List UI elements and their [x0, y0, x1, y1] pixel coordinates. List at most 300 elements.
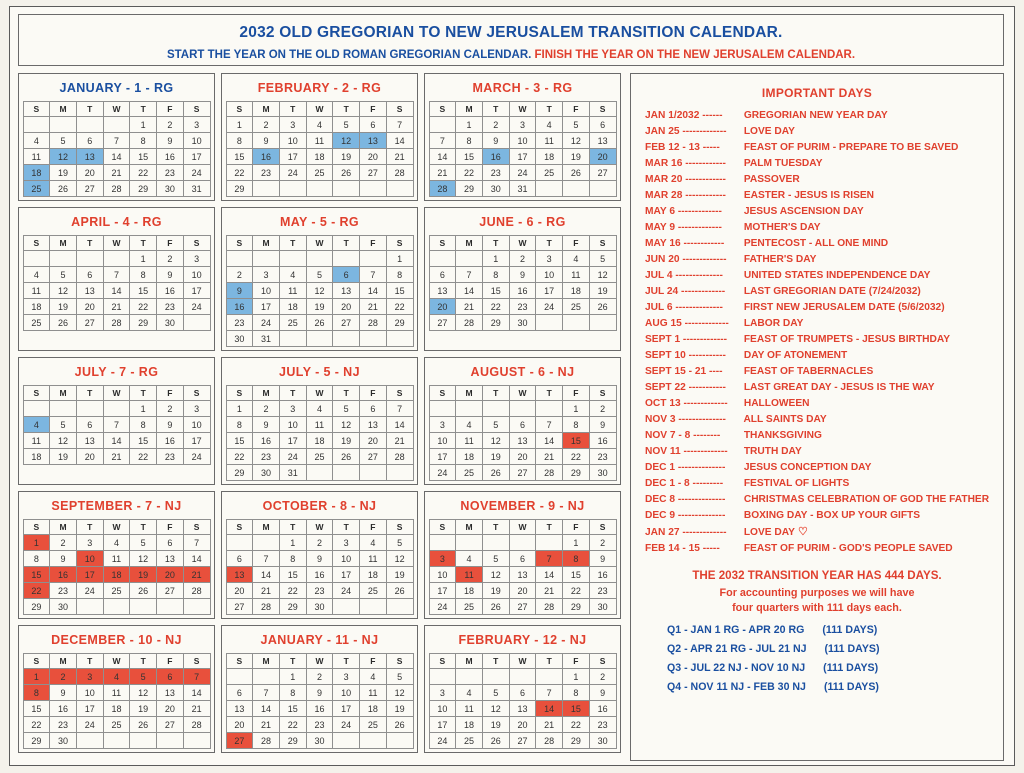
day-cell[interactable]: 29 [23, 733, 50, 749]
day-cell[interactable]: 4 [23, 133, 50, 149]
day-cell[interactable]: 9 [157, 267, 184, 283]
day-cell[interactable]: 27 [509, 599, 536, 615]
day-cell[interactable]: 16 [226, 299, 253, 315]
day-cell[interactable]: 20 [157, 701, 184, 717]
day-cell[interactable]: 10 [183, 417, 210, 433]
day-cell[interactable]: 22 [279, 583, 306, 599]
day-cell[interactable]: 9 [253, 417, 280, 433]
day-cell[interactable]: 10 [429, 567, 456, 583]
day-cell[interactable]: 19 [386, 567, 413, 583]
day-cell[interactable]: 16 [589, 433, 616, 449]
day-cell[interactable]: 9 [157, 133, 184, 149]
day-cell[interactable]: 23 [50, 717, 77, 733]
day-cell[interactable]: 2 [589, 535, 616, 551]
day-cell[interactable]: 9 [482, 133, 509, 149]
day-cell[interactable]: 8 [130, 417, 157, 433]
day-cell[interactable]: 14 [103, 433, 130, 449]
day-cell[interactable]: 3 [279, 401, 306, 417]
day-cell[interactable]: 30 [157, 315, 184, 331]
day-cell[interactable]: 6 [76, 417, 103, 433]
day-cell[interactable]: 24 [333, 583, 360, 599]
day-cell[interactable]: 4 [563, 251, 590, 267]
day-cell[interactable]: 24 [429, 733, 456, 749]
day-cell[interactable]: 14 [429, 149, 456, 165]
day-cell[interactable]: 5 [333, 117, 360, 133]
day-cell[interactable]: 13 [76, 283, 103, 299]
day-cell[interactable]: 11 [360, 551, 387, 567]
day-cell[interactable]: 28 [183, 717, 210, 733]
day-cell[interactable]: 21 [103, 449, 130, 465]
day-cell[interactable]: 28 [360, 315, 387, 331]
day-cell[interactable]: 28 [253, 599, 280, 615]
day-cell[interactable]: 6 [509, 551, 536, 567]
day-cell[interactable]: 25 [456, 599, 483, 615]
day-cell[interactable]: 17 [429, 449, 456, 465]
day-cell[interactable]: 11 [563, 267, 590, 283]
day-cell[interactable]: 19 [589, 283, 616, 299]
day-cell[interactable]: 10 [536, 267, 563, 283]
day-cell[interactable]: 23 [589, 583, 616, 599]
day-cell[interactable]: 9 [157, 417, 184, 433]
day-cell[interactable]: 30 [589, 599, 616, 615]
day-cell[interactable]: 24 [76, 717, 103, 733]
day-cell[interactable]: 10 [183, 133, 210, 149]
day-cell[interactable]: 17 [509, 149, 536, 165]
day-cell[interactable]: 28 [536, 733, 563, 749]
day-cell[interactable]: 24 [333, 717, 360, 733]
day-cell[interactable]: 2 [50, 669, 77, 685]
day-cell[interactable]: 17 [333, 701, 360, 717]
day-cell[interactable]: 4 [360, 669, 387, 685]
day-cell[interactable]: 13 [589, 133, 616, 149]
day-cell[interactable]: 1 [563, 669, 590, 685]
day-cell[interactable]: 15 [226, 149, 253, 165]
day-cell[interactable]: 12 [50, 283, 77, 299]
day-cell[interactable]: 16 [157, 433, 184, 449]
day-cell[interactable]: 24 [279, 449, 306, 465]
day-cell[interactable]: 4 [456, 551, 483, 567]
day-cell[interactable]: 29 [563, 733, 590, 749]
day-cell[interactable]: 20 [509, 583, 536, 599]
day-cell[interactable]: 23 [157, 299, 184, 315]
day-cell[interactable]: 5 [130, 669, 157, 685]
day-cell[interactable]: 25 [536, 165, 563, 181]
day-cell[interactable]: 1 [563, 401, 590, 417]
day-cell[interactable]: 19 [50, 299, 77, 315]
day-cell[interactable]: 12 [482, 567, 509, 583]
day-cell[interactable]: 29 [226, 465, 253, 481]
day-cell[interactable]: 23 [482, 165, 509, 181]
day-cell[interactable]: 8 [23, 551, 50, 567]
day-cell[interactable]: 7 [536, 551, 563, 567]
day-cell[interactable]: 17 [279, 433, 306, 449]
day-cell[interactable]: 15 [23, 567, 50, 583]
day-cell[interactable]: 30 [306, 599, 333, 615]
day-cell[interactable]: 11 [23, 283, 50, 299]
day-cell[interactable]: 14 [386, 133, 413, 149]
day-cell[interactable]: 19 [50, 449, 77, 465]
day-cell[interactable]: 7 [103, 267, 130, 283]
day-cell[interactable]: 16 [253, 149, 280, 165]
day-cell[interactable]: 14 [183, 685, 210, 701]
day-cell[interactable]: 22 [482, 299, 509, 315]
day-cell[interactable]: 1 [23, 669, 50, 685]
day-cell[interactable]: 24 [76, 583, 103, 599]
day-cell[interactable]: 17 [183, 283, 210, 299]
day-cell[interactable]: 17 [333, 567, 360, 583]
day-cell[interactable]: 24 [429, 465, 456, 481]
day-cell[interactable]: 24 [509, 165, 536, 181]
day-cell[interactable]: 23 [253, 165, 280, 181]
day-cell[interactable]: 7 [536, 685, 563, 701]
day-cell[interactable]: 6 [429, 267, 456, 283]
day-cell[interactable]: 26 [482, 733, 509, 749]
day-cell[interactable]: 4 [360, 535, 387, 551]
day-cell[interactable]: 9 [50, 685, 77, 701]
day-cell[interactable]: 20 [429, 299, 456, 315]
day-cell[interactable]: 5 [50, 267, 77, 283]
day-cell[interactable]: 1 [130, 117, 157, 133]
day-cell[interactable]: 17 [183, 149, 210, 165]
day-cell[interactable]: 22 [130, 299, 157, 315]
day-cell[interactable]: 22 [23, 583, 50, 599]
day-cell[interactable]: 3 [333, 535, 360, 551]
day-cell[interactable]: 11 [103, 685, 130, 701]
day-cell[interactable]: 27 [429, 315, 456, 331]
day-cell[interactable]: 25 [360, 583, 387, 599]
day-cell[interactable]: 12 [386, 685, 413, 701]
day-cell[interactable]: 8 [563, 551, 590, 567]
day-cell[interactable]: 15 [226, 433, 253, 449]
day-cell[interactable]: 1 [279, 669, 306, 685]
day-cell[interactable]: 15 [279, 701, 306, 717]
day-cell[interactable]: 3 [183, 117, 210, 133]
day-cell[interactable]: 8 [563, 685, 590, 701]
day-cell[interactable]: 5 [333, 401, 360, 417]
day-cell[interactable]: 1 [23, 535, 50, 551]
day-cell[interactable]: 18 [279, 299, 306, 315]
day-cell[interactable]: 18 [23, 449, 50, 465]
day-cell[interactable]: 16 [306, 567, 333, 583]
day-cell[interactable]: 6 [509, 685, 536, 701]
day-cell[interactable]: 17 [279, 149, 306, 165]
day-cell[interactable]: 18 [360, 567, 387, 583]
day-cell[interactable]: 5 [589, 251, 616, 267]
day-cell[interactable]: 30 [253, 465, 280, 481]
day-cell[interactable]: 7 [103, 417, 130, 433]
day-cell[interactable]: 13 [76, 149, 103, 165]
day-cell[interactable]: 14 [536, 701, 563, 717]
day-cell[interactable]: 12 [50, 149, 77, 165]
day-cell[interactable]: 17 [536, 283, 563, 299]
day-cell[interactable]: 17 [429, 717, 456, 733]
day-cell[interactable]: 2 [157, 117, 184, 133]
day-cell[interactable]: 1 [386, 251, 413, 267]
day-cell[interactable]: 6 [360, 401, 387, 417]
day-cell[interactable]: 14 [103, 283, 130, 299]
day-cell[interactable]: 7 [429, 133, 456, 149]
day-cell[interactable]: 9 [589, 551, 616, 567]
day-cell[interactable]: 16 [482, 149, 509, 165]
day-cell[interactable]: 2 [157, 251, 184, 267]
day-cell[interactable]: 4 [456, 417, 483, 433]
day-cell[interactable]: 2 [306, 669, 333, 685]
day-cell[interactable]: 27 [226, 599, 253, 615]
day-cell[interactable]: 28 [386, 165, 413, 181]
day-cell[interactable]: 28 [253, 733, 280, 749]
day-cell[interactable]: 29 [563, 599, 590, 615]
day-cell[interactable]: 21 [536, 583, 563, 599]
day-cell[interactable]: 29 [456, 181, 483, 197]
day-cell[interactable]: 3 [429, 685, 456, 701]
day-cell[interactable]: 11 [306, 133, 333, 149]
day-cell[interactable]: 25 [103, 717, 130, 733]
day-cell[interactable]: 11 [103, 551, 130, 567]
day-cell[interactable]: 16 [509, 283, 536, 299]
day-cell[interactable]: 19 [386, 701, 413, 717]
day-cell[interactable]: 3 [509, 117, 536, 133]
day-cell[interactable]: 10 [509, 133, 536, 149]
day-cell[interactable]: 22 [386, 299, 413, 315]
day-cell[interactable]: 21 [253, 583, 280, 599]
day-cell[interactable]: 18 [456, 449, 483, 465]
day-cell[interactable]: 3 [536, 251, 563, 267]
day-cell[interactable]: 20 [589, 149, 616, 165]
day-cell[interactable]: 22 [456, 165, 483, 181]
day-cell[interactable]: 12 [130, 685, 157, 701]
day-cell[interactable]: 30 [306, 733, 333, 749]
day-cell[interactable]: 27 [589, 165, 616, 181]
day-cell[interactable]: 13 [429, 283, 456, 299]
day-cell[interactable]: 5 [482, 551, 509, 567]
day-cell[interactable]: 10 [279, 133, 306, 149]
day-cell[interactable]: 15 [279, 567, 306, 583]
day-cell[interactable]: 25 [23, 181, 50, 197]
day-cell[interactable]: 18 [306, 149, 333, 165]
day-cell[interactable]: 21 [183, 701, 210, 717]
day-cell[interactable]: 13 [226, 567, 253, 583]
day-cell[interactable]: 22 [226, 449, 253, 465]
day-cell[interactable]: 16 [157, 149, 184, 165]
day-cell[interactable]: 18 [456, 717, 483, 733]
day-cell[interactable]: 8 [386, 267, 413, 283]
day-cell[interactable]: 10 [429, 701, 456, 717]
day-cell[interactable]: 2 [157, 401, 184, 417]
day-cell[interactable]: 18 [23, 299, 50, 315]
day-cell[interactable]: 19 [50, 165, 77, 181]
day-cell[interactable]: 26 [386, 583, 413, 599]
day-cell[interactable]: 5 [50, 417, 77, 433]
day-cell[interactable]: 22 [563, 449, 590, 465]
day-cell[interactable]: 1 [130, 401, 157, 417]
day-cell[interactable]: 27 [76, 181, 103, 197]
day-cell[interactable]: 30 [50, 599, 77, 615]
day-cell[interactable]: 3 [183, 401, 210, 417]
day-cell[interactable]: 5 [306, 267, 333, 283]
day-cell[interactable]: 11 [456, 567, 483, 583]
day-cell[interactable]: 4 [456, 685, 483, 701]
day-cell[interactable]: 17 [253, 299, 280, 315]
day-cell[interactable]: 16 [157, 283, 184, 299]
day-cell[interactable]: 27 [157, 717, 184, 733]
day-cell[interactable]: 12 [482, 701, 509, 717]
day-cell[interactable]: 30 [157, 181, 184, 197]
day-cell[interactable]: 11 [306, 417, 333, 433]
day-cell[interactable]: 19 [130, 701, 157, 717]
day-cell[interactable]: 4 [103, 535, 130, 551]
day-cell[interactable]: 16 [589, 701, 616, 717]
day-cell[interactable]: 6 [360, 117, 387, 133]
day-cell[interactable]: 24 [183, 449, 210, 465]
day-cell[interactable]: 21 [183, 567, 210, 583]
day-cell[interactable]: 2 [482, 117, 509, 133]
day-cell[interactable]: 30 [226, 331, 253, 347]
day-cell[interactable]: 7 [253, 685, 280, 701]
day-cell[interactable]: 20 [509, 449, 536, 465]
day-cell[interactable]: 18 [306, 433, 333, 449]
day-cell[interactable]: 21 [536, 717, 563, 733]
day-cell[interactable]: 22 [563, 717, 590, 733]
day-cell[interactable]: 24 [279, 165, 306, 181]
day-cell[interactable]: 18 [536, 149, 563, 165]
day-cell[interactable]: 20 [157, 567, 184, 583]
day-cell[interactable]: 4 [279, 267, 306, 283]
day-cell[interactable]: 7 [536, 417, 563, 433]
day-cell[interactable]: 5 [482, 417, 509, 433]
day-cell[interactable]: 16 [253, 433, 280, 449]
day-cell[interactable]: 8 [226, 417, 253, 433]
day-cell[interactable]: 17 [76, 567, 103, 583]
day-cell[interactable]: 29 [279, 733, 306, 749]
day-cell[interactable]: 18 [103, 567, 130, 583]
day-cell[interactable]: 20 [76, 449, 103, 465]
day-cell[interactable]: 2 [509, 251, 536, 267]
day-cell[interactable]: 31 [183, 181, 210, 197]
day-cell[interactable]: 4 [103, 669, 130, 685]
day-cell[interactable]: 30 [589, 465, 616, 481]
day-cell[interactable]: 11 [456, 701, 483, 717]
day-cell[interactable]: 15 [456, 149, 483, 165]
day-cell[interactable]: 25 [103, 583, 130, 599]
day-cell[interactable]: 15 [130, 149, 157, 165]
day-cell[interactable]: 22 [23, 717, 50, 733]
day-cell[interactable]: 19 [333, 149, 360, 165]
day-cell[interactable]: 16 [306, 701, 333, 717]
day-cell[interactable]: 10 [333, 551, 360, 567]
day-cell[interactable]: 1 [279, 535, 306, 551]
day-cell[interactable]: 30 [509, 315, 536, 331]
day-cell[interactable]: 26 [306, 315, 333, 331]
day-cell[interactable]: 4 [306, 401, 333, 417]
day-cell[interactable]: 21 [386, 433, 413, 449]
day-cell[interactable]: 25 [306, 449, 333, 465]
day-cell[interactable]: 2 [226, 267, 253, 283]
day-cell[interactable]: 5 [386, 669, 413, 685]
day-cell[interactable]: 28 [429, 181, 456, 197]
day-cell[interactable]: 6 [226, 685, 253, 701]
day-cell[interactable]: 9 [306, 551, 333, 567]
day-cell[interactable]: 19 [130, 567, 157, 583]
day-cell[interactable]: 27 [157, 583, 184, 599]
day-cell[interactable]: 7 [103, 133, 130, 149]
day-cell[interactable]: 1 [226, 401, 253, 417]
day-cell[interactable]: 16 [50, 567, 77, 583]
day-cell[interactable]: 3 [183, 251, 210, 267]
day-cell[interactable]: 18 [456, 583, 483, 599]
day-cell[interactable]: 8 [130, 267, 157, 283]
day-cell[interactable]: 26 [333, 165, 360, 181]
day-cell[interactable]: 26 [333, 449, 360, 465]
day-cell[interactable]: 13 [157, 685, 184, 701]
day-cell[interactable]: 29 [130, 315, 157, 331]
day-cell[interactable]: 4 [23, 417, 50, 433]
day-cell[interactable]: 29 [386, 315, 413, 331]
day-cell[interactable]: 1 [563, 535, 590, 551]
day-cell[interactable]: 8 [456, 133, 483, 149]
day-cell[interactable]: 31 [279, 465, 306, 481]
day-cell[interactable]: 19 [482, 717, 509, 733]
day-cell[interactable]: 14 [360, 283, 387, 299]
day-cell[interactable]: 6 [509, 417, 536, 433]
day-cell[interactable]: 19 [333, 433, 360, 449]
day-cell[interactable]: 30 [50, 733, 77, 749]
day-cell[interactable]: 8 [279, 685, 306, 701]
day-cell[interactable]: 12 [333, 417, 360, 433]
day-cell[interactable]: 31 [253, 331, 280, 347]
day-cell[interactable]: 27 [509, 465, 536, 481]
day-cell[interactable]: 26 [482, 599, 509, 615]
day-cell[interactable]: 19 [563, 149, 590, 165]
day-cell[interactable]: 24 [253, 315, 280, 331]
day-cell[interactable]: 27 [76, 315, 103, 331]
day-cell[interactable]: 23 [157, 449, 184, 465]
day-cell[interactable]: 28 [536, 599, 563, 615]
day-cell[interactable]: 16 [50, 701, 77, 717]
day-cell[interactable]: 21 [429, 165, 456, 181]
day-cell[interactable]: 11 [536, 133, 563, 149]
day-cell[interactable]: 15 [482, 283, 509, 299]
day-cell[interactable]: 24 [183, 299, 210, 315]
day-cell[interactable]: 22 [279, 717, 306, 733]
day-cell[interactable]: 6 [226, 551, 253, 567]
day-cell[interactable]: 31 [509, 181, 536, 197]
day-cell[interactable]: 12 [386, 551, 413, 567]
day-cell[interactable]: 22 [130, 449, 157, 465]
day-cell[interactable]: 21 [103, 299, 130, 315]
day-cell[interactable]: 25 [279, 315, 306, 331]
day-cell[interactable]: 27 [509, 733, 536, 749]
day-cell[interactable]: 3 [76, 535, 103, 551]
day-cell[interactable]: 20 [360, 149, 387, 165]
day-cell[interactable]: 4 [23, 267, 50, 283]
day-cell[interactable]: 18 [563, 283, 590, 299]
day-cell[interactable]: 13 [360, 417, 387, 433]
day-cell[interactable]: 15 [563, 433, 590, 449]
day-cell[interactable]: 12 [306, 283, 333, 299]
day-cell[interactable]: 25 [563, 299, 590, 315]
day-cell[interactable]: 5 [50, 133, 77, 149]
day-cell[interactable]: 15 [386, 283, 413, 299]
day-cell[interactable]: 21 [386, 149, 413, 165]
day-cell[interactable]: 20 [76, 299, 103, 315]
day-cell[interactable]: 28 [103, 181, 130, 197]
day-cell[interactable]: 10 [253, 283, 280, 299]
day-cell[interactable]: 29 [130, 181, 157, 197]
day-cell[interactable]: 3 [429, 417, 456, 433]
day-cell[interactable]: 12 [563, 133, 590, 149]
day-cell[interactable]: 23 [50, 583, 77, 599]
day-cell[interactable]: 25 [456, 733, 483, 749]
